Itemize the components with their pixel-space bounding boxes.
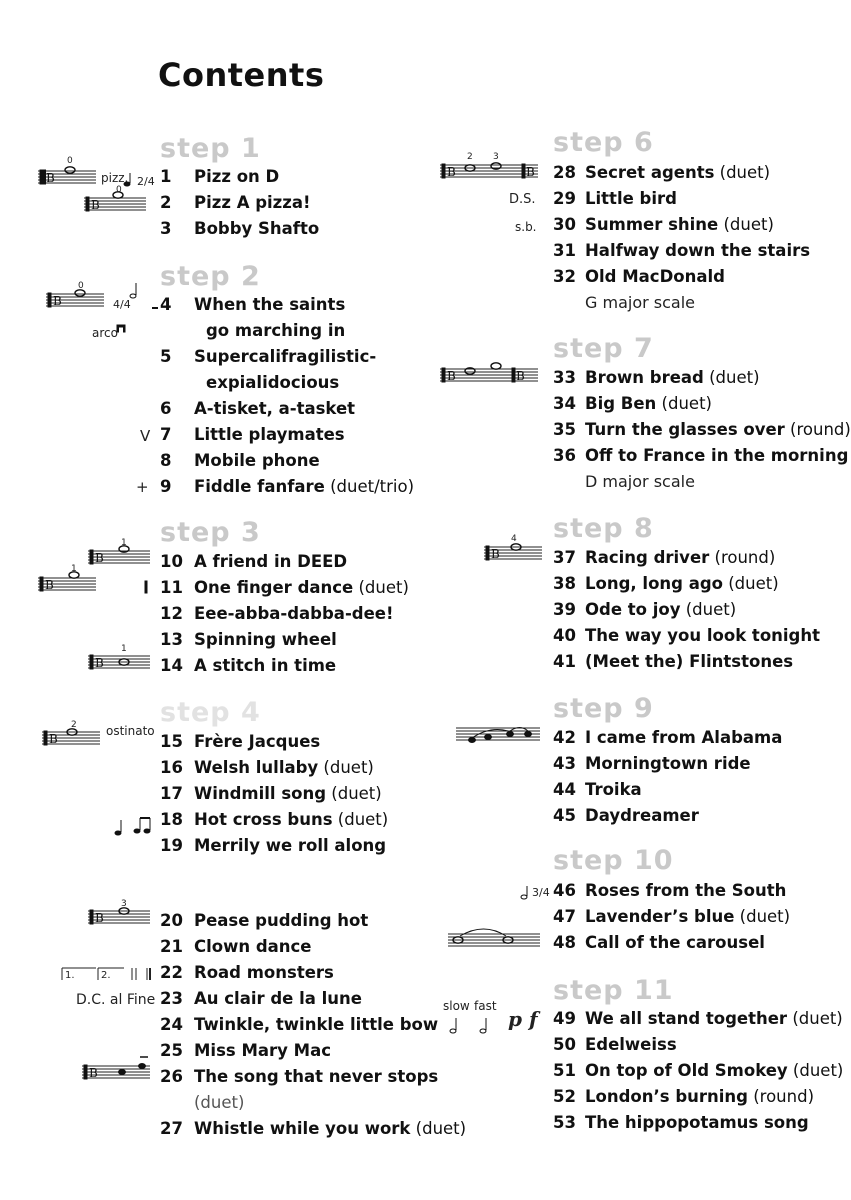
svg-text:B: B <box>516 369 525 383</box>
entry-title-text: Fiddle fanfare <box>194 477 325 496</box>
entry-title-text: Eee-abba-dabba-dee! <box>194 604 394 623</box>
entry-title-text: Pizz on D <box>194 167 280 186</box>
entry-number: 38 <box>553 574 576 593</box>
entry-number: 33 <box>553 368 576 387</box>
entry-number: 7 <box>160 425 172 444</box>
entry-note: (duet) <box>734 907 791 926</box>
entry-title-text: Road monsters <box>194 963 334 982</box>
entry-number: 34 <box>553 394 576 413</box>
entry-title-text: Au clair de la lune <box>194 989 362 1008</box>
entry-number: 14 <box>160 656 183 675</box>
entry-note: (duet) <box>326 784 382 803</box>
step-heading: step 2 <box>160 261 261 292</box>
svg-text:B: B <box>89 1066 98 1080</box>
scale-note: G major scale <box>585 293 695 312</box>
entry-number: 20 <box>160 911 183 930</box>
svg-text:B: B <box>447 165 456 179</box>
entry-title-text: London’s burning <box>585 1087 748 1106</box>
entry-number: 45 <box>553 806 576 825</box>
svg-text:B: B <box>491 547 500 561</box>
entry-number: 49 <box>553 1009 576 1028</box>
annotation-dc-al-fine: D.C. al Fine <box>76 992 156 1008</box>
entry-number: 18 <box>160 810 183 829</box>
page-title: Contents <box>158 56 325 94</box>
annotation-time-34: 3/4 <box>532 886 550 899</box>
entry-title-text: (duet) <box>194 1093 245 1112</box>
annotation-finger-0c: 0 <box>78 281 84 291</box>
entry-title-text: expialidocious <box>206 373 340 392</box>
annotation-ds: D.S. <box>509 192 536 207</box>
entry-title-text: On top of Old Smokey <box>585 1061 788 1080</box>
annotation-volta-1: 1. <box>65 970 75 981</box>
entry-number: 44 <box>553 780 576 799</box>
entry-title-text: Bobby Shafto <box>194 219 320 238</box>
annotation-arco: arco <box>92 326 118 340</box>
entry-number: 19 <box>160 836 183 855</box>
entry-number: 5 <box>160 347 172 366</box>
entry-title-text: go marching in <box>206 321 346 340</box>
annotation-time-44: 4/4 <box>113 298 131 311</box>
entry-note: (duet) <box>656 394 712 413</box>
entry-note: (round) <box>747 1087 815 1106</box>
entry-note: (duet) <box>787 1061 844 1080</box>
step-heading: step 4 <box>160 697 261 728</box>
entry-title-text: Clown dance <box>194 937 312 956</box>
entry-title-text: Mobile phone <box>194 451 320 470</box>
entry-number: 36 <box>553 446 576 465</box>
entry-note: (duet) <box>703 368 760 387</box>
entry-title-text: Frère Jacques <box>194 732 321 751</box>
svg-text:B: B <box>46 171 55 185</box>
entry-title-text: Daydreamer <box>585 806 699 825</box>
entry-number: 2 <box>160 193 172 212</box>
entry-note: (duet/trio) <box>324 477 415 496</box>
entry-title-text: One finger dance <box>194 578 354 597</box>
entry-title-text: (Meet the) Flintstones <box>585 652 794 671</box>
entry-title-text: Racing driver <box>585 548 710 567</box>
entry-title-text: The hippopotamus song <box>585 1113 809 1132</box>
entry-title-text: Brown bread <box>585 368 704 387</box>
annotation-finger-2r: 2 <box>467 152 473 162</box>
step-heading: step 1 <box>160 133 261 164</box>
annotation-finger-3a: 3 <box>121 899 127 909</box>
entry-number: 29 <box>553 189 576 208</box>
entry-number: 16 <box>160 758 183 777</box>
entry-title-text: Halfway down the stairs <box>585 241 811 260</box>
entry-title-text: Old MacDonald <box>585 267 725 286</box>
entry-title-text: Miss Mary Mac <box>194 1041 331 1060</box>
entry-number: 25 <box>160 1041 183 1060</box>
entry-title-text: Spinning wheel <box>194 630 337 649</box>
entry-note: (duet) <box>680 600 737 619</box>
entry-number: 15 <box>160 732 183 751</box>
annotation-finger-0b: 0 <box>116 185 122 195</box>
entry-title-text: A stitch in time <box>194 656 337 675</box>
annotation-plus: + <box>136 478 149 496</box>
entry-note: (duet) <box>410 1119 467 1138</box>
entry-number: 47 <box>553 907 576 926</box>
entry-number: 10 <box>160 552 183 571</box>
entry-number: 35 <box>553 420 576 439</box>
entry-title-text: Whistle while you work <box>194 1119 411 1138</box>
entry-title-text: Lavender’s blue <box>585 907 735 926</box>
step-heading: step 8 <box>553 513 654 544</box>
entry-note: (round) <box>784 420 851 439</box>
entry-number: 8 <box>160 451 172 470</box>
entry-number: 48 <box>553 933 576 952</box>
annotation-finger-1a: 1 <box>121 538 127 548</box>
staff-step10 <box>448 934 540 946</box>
entry-note: (duet) <box>718 215 774 234</box>
entry-number: 40 <box>553 626 576 645</box>
entry-note: (duet) <box>787 1009 843 1028</box>
entry-number: 32 <box>553 267 576 286</box>
entry-title-text: I came from Alabama <box>585 728 783 747</box>
svg-text:B: B <box>526 165 535 179</box>
step-heading: step 11 <box>553 975 674 1006</box>
entry-title-text: Turn the glasses over <box>585 420 785 439</box>
svg-text:B: B <box>95 911 104 925</box>
entry-title-text: Morningtown ride <box>585 754 751 773</box>
entry-title-text: Call of the carousel <box>585 933 765 952</box>
annotation-slow: slow <box>443 999 470 1013</box>
entry-number: 39 <box>553 600 576 619</box>
annotation-finger-1b: 1 <box>71 564 77 574</box>
entry-title-text: Ode to joy <box>585 600 681 619</box>
entry-note: (duet) <box>714 163 771 182</box>
entry-title-text: Little bird <box>585 189 677 208</box>
entry-number: 9 <box>160 477 172 496</box>
entry-number: 31 <box>553 241 576 260</box>
svg-text:B: B <box>447 369 456 383</box>
entry-number: 6 <box>160 399 172 418</box>
step-heading: step 10 <box>553 845 674 876</box>
entry-number: 23 <box>160 989 183 1008</box>
entry-title-text: Twinkle, twinkle little bow <box>194 1015 439 1034</box>
entry-number: 24 <box>160 1015 183 1034</box>
entry-title-text: When the saints <box>194 295 346 314</box>
entry-title-text: We all stand together <box>585 1009 788 1028</box>
entry-number: 17 <box>160 784 183 803</box>
step-heading: step 7 <box>553 333 654 364</box>
entry-number: 50 <box>553 1035 576 1054</box>
annotation-sb: s.b. <box>515 220 537 234</box>
entry-number: 53 <box>553 1113 576 1132</box>
entry-number: 3 <box>160 219 172 238</box>
entry-title-text: A friend in DEED <box>194 552 348 571</box>
annotation-ostinato: ostinato <box>106 724 155 738</box>
annotation-pizz: pizz. <box>101 171 129 185</box>
annotation-v: V <box>140 427 151 445</box>
svg-text:B: B <box>95 551 104 565</box>
annotation-finger-0a: 0 <box>67 156 73 166</box>
svg-text:B: B <box>91 198 100 212</box>
scale-note: D major scale <box>585 472 695 491</box>
entry-title-text: Supercalifragilistic- <box>194 347 377 366</box>
entry-title-text: Hot cross buns <box>194 810 333 829</box>
entry-title-text: Big Ben <box>585 394 657 413</box>
annotation-dynamics: p f <box>508 1007 538 1031</box>
entry-title-text: Edelweiss <box>585 1035 677 1054</box>
svg-text:B: B <box>95 656 104 670</box>
entry-number: 21 <box>160 937 183 956</box>
entry-note: (duet) <box>723 574 779 593</box>
step-heading: step 3 <box>160 517 261 548</box>
entry-title-text: Pease pudding hot <box>194 911 369 930</box>
entry-title-text: The way you look tonight <box>585 626 821 645</box>
entry-title-text: Welsh lullaby <box>194 758 319 777</box>
entry-number: 11 <box>160 578 183 597</box>
entry-title-text: Troika <box>585 780 642 799</box>
annotation-time-24: 2/4 <box>137 175 155 188</box>
entry-number: 22 <box>160 963 183 982</box>
annotation-fast: fast <box>474 999 497 1013</box>
entry-title-text: Merrily we roll along <box>194 836 387 855</box>
entry-title-text: Secret agents <box>585 163 715 182</box>
entry-note: (duet) <box>353 578 409 597</box>
entry-number: 4 <box>160 295 172 314</box>
step-heading: step 9 <box>553 693 654 724</box>
svg-text:B: B <box>45 578 54 592</box>
entry-number: 1 <box>160 167 172 186</box>
entry-number: 12 <box>160 604 183 623</box>
annotation-finger-3r: 3 <box>493 152 499 162</box>
entry-title-text: The song that never stops <box>194 1067 439 1086</box>
entry-title-text: Long, long ago <box>585 574 723 593</box>
entry-title-text: Summer shine <box>585 215 719 234</box>
annotation-finger-4: 4 <box>511 534 517 544</box>
entry-number: 46 <box>553 881 576 900</box>
annotation-finger-2: 2 <box>71 720 77 730</box>
entry-title-text: Off to France in the morning <box>585 446 849 465</box>
entry-title-text: A-tisket, a-tasket <box>194 399 356 418</box>
entry-number: 43 <box>553 754 576 773</box>
entry-note: (duet) <box>332 810 389 829</box>
entry-number: 37 <box>553 548 576 567</box>
entry-number: 51 <box>553 1061 576 1080</box>
annotation-finger-1c: 1 <box>121 644 127 654</box>
entry-title-text: Little playmates <box>194 425 345 444</box>
entry-number: 26 <box>160 1067 183 1086</box>
annotation-volta-2: 2. <box>101 970 111 981</box>
entry-title-text: Windmill song <box>194 784 327 803</box>
entry-number: 27 <box>160 1119 183 1138</box>
entry-number: 42 <box>553 728 576 747</box>
entry-title-text: Roses from the South <box>585 881 787 900</box>
entry-title-text: Pizz A pizza! <box>194 193 311 212</box>
entry-note: (duet) <box>318 758 374 777</box>
svg-text:B: B <box>49 732 58 746</box>
entry-number: 28 <box>553 163 576 182</box>
svg-text:B: B <box>53 294 62 308</box>
step-heading: step 6 <box>553 127 654 158</box>
entry-number: 13 <box>160 630 183 649</box>
entry-number: 41 <box>553 652 576 671</box>
entry-number: 30 <box>553 215 576 234</box>
entry-note: (round) <box>709 548 776 567</box>
entry-number: 52 <box>553 1087 576 1106</box>
